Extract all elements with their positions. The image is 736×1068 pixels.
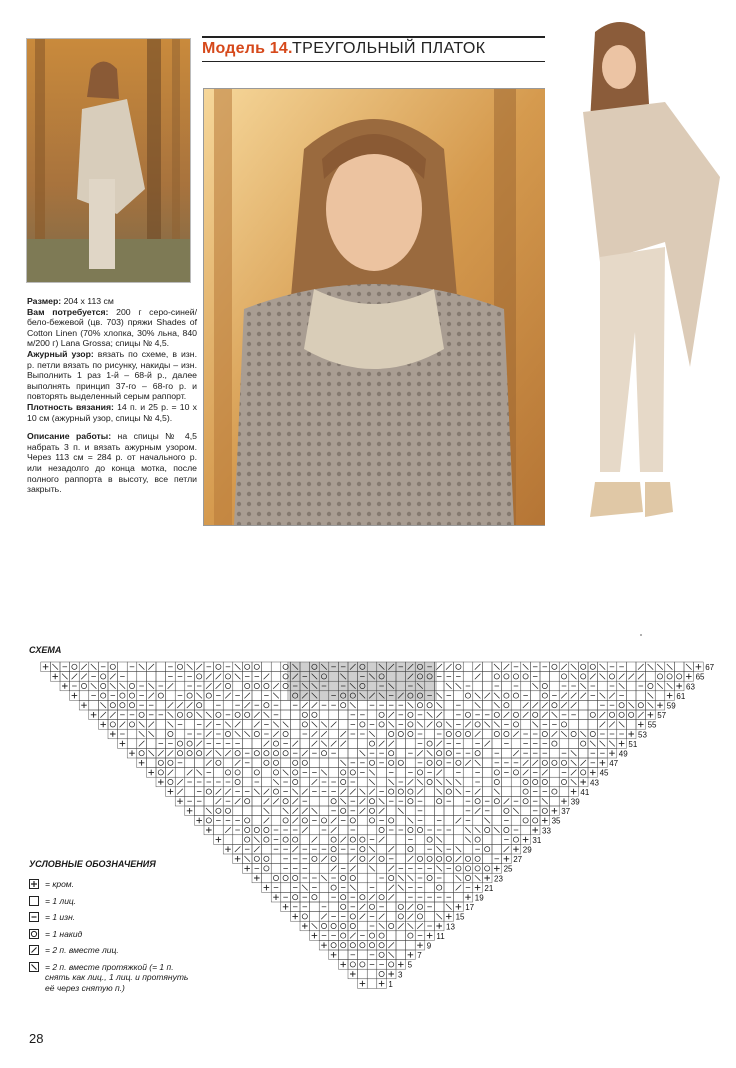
model-number: Модель 14. <box>202 40 293 57</box>
row-label: 45 <box>599 768 609 778</box>
legend-text: = 1 лиц. <box>45 895 77 906</box>
row-label: 23 <box>494 874 503 884</box>
row-label: 37 <box>561 807 571 817</box>
row-label: 25 <box>503 864 513 874</box>
row-label: 15 <box>455 912 465 922</box>
size-value: 204 x 113 см <box>61 296 114 306</box>
row-label: 49 <box>618 749 628 759</box>
yarn-over-icon <box>29 929 39 939</box>
row-label: 5 <box>407 960 413 970</box>
knit-stitch-icon <box>29 896 39 906</box>
row-label: 47 <box>609 759 619 769</box>
legend-item-purl <box>29 912 199 923</box>
density-value: 14 п. и 25 р. = 10 x 10 см (ажурный узор, спицы № 4,5). <box>27 401 197 423</box>
legend-text: = 1 накид <box>45 928 83 939</box>
photo-standing-shawl <box>545 12 725 547</box>
row-label: 29 <box>522 845 532 855</box>
pattern-label: Ажурный узор: <box>27 348 94 359</box>
row-label: 39 <box>570 797 580 807</box>
schema-title: СХЕМА <box>29 645 62 655</box>
work-value: на спицы № 4,5 набрать 3 п. и вязать ажурным узором. Через 113 см = 284 р. от начального р. или незадолго до конца мотка, после полного раппорта в высоту, все петли закрыть. <box>27 431 197 495</box>
legend-item-edge <box>29 879 199 890</box>
legend-text: = кром. <box>45 879 74 889</box>
row-label: 33 <box>542 826 551 836</box>
page-number: 28 <box>29 1031 44 1046</box>
row-label: 13 <box>446 922 455 932</box>
legend-text: = 1 изн. <box>45 912 76 922</box>
row-label: 41 <box>580 787 590 797</box>
row-label: 3 <box>398 970 403 980</box>
size-label: Размер: <box>27 296 62 306</box>
legend-item-ssk <box>29 962 199 994</box>
row-label: 67 <box>705 663 715 673</box>
edge-stitch-icon <box>29 879 39 889</box>
photo-full-body-shawl <box>26 38 191 283</box>
materials-label: Вам потребуется: <box>27 306 109 317</box>
row-label: 7 <box>417 951 422 961</box>
row-label: 55 <box>647 720 657 730</box>
pattern-description <box>27 296 197 495</box>
row-label: 17 <box>465 903 475 913</box>
row-label: 31 <box>532 835 542 845</box>
legend-item-k2tog <box>29 945 199 956</box>
purl-stitch-icon <box>29 912 39 922</box>
work-label: Описание работы: <box>27 431 112 442</box>
legend-item-yo <box>29 929 199 940</box>
legend-text: = 2 п. вместе лиц. <box>45 945 119 955</box>
page-title: ТРЕУГОЛЬНЫЙ ПЛАТОК <box>292 40 486 57</box>
row-label: 21 <box>484 883 494 893</box>
page-mark <box>640 634 642 636</box>
ssk-icon <box>29 962 39 972</box>
k2tog-icon <box>29 945 39 955</box>
row-label: 57 <box>657 711 667 721</box>
pattern-value: вязать по схеме, в изн. р. петли вязать по рисунку, накиды – изн. Выполнить 1 раз 1-й – 68-й р., далее выполнять принцип 37-го – 68-го р. и повторять выделенный серым раппорт. <box>27 348 197 402</box>
materials-value: 200 г серо-синей/бело-бежевой (цв. 703) пряжи Shades of Cotton Linen (70% хлопка, 30% льна, 840 м/200 г) Lana Grossa; спицы № 4,5. <box>27 306 197 349</box>
row-label: 53 <box>638 730 647 740</box>
row-label: 65 <box>695 672 705 682</box>
row-label: 1 <box>388 979 393 989</box>
photo-portrait-shawl <box>203 88 546 526</box>
legend <box>29 859 199 999</box>
legend-text: = 2 п. вместе протяжкой (= 1 п. снять как лиц., 1 лиц. и протянуть её через снятую п.) <box>45 961 189 993</box>
row-label: 51 <box>628 739 638 749</box>
row-label: 61 <box>676 691 686 701</box>
row-label: 43 <box>590 778 599 788</box>
row-label: 11 <box>436 931 445 941</box>
legend-title: УСЛОВНЫЕ ОБОЗНАЧЕНИЯ <box>29 859 156 869</box>
row-label: 27 <box>513 855 523 865</box>
row-label: 59 <box>666 701 676 711</box>
density-label: Плотность вязания: <box>27 401 114 412</box>
row-label: 19 <box>474 893 484 903</box>
legend-item-knit <box>29 896 199 907</box>
row-label: 35 <box>551 816 561 826</box>
row-label: 9 <box>426 941 432 951</box>
row-label: 63 <box>686 682 695 692</box>
